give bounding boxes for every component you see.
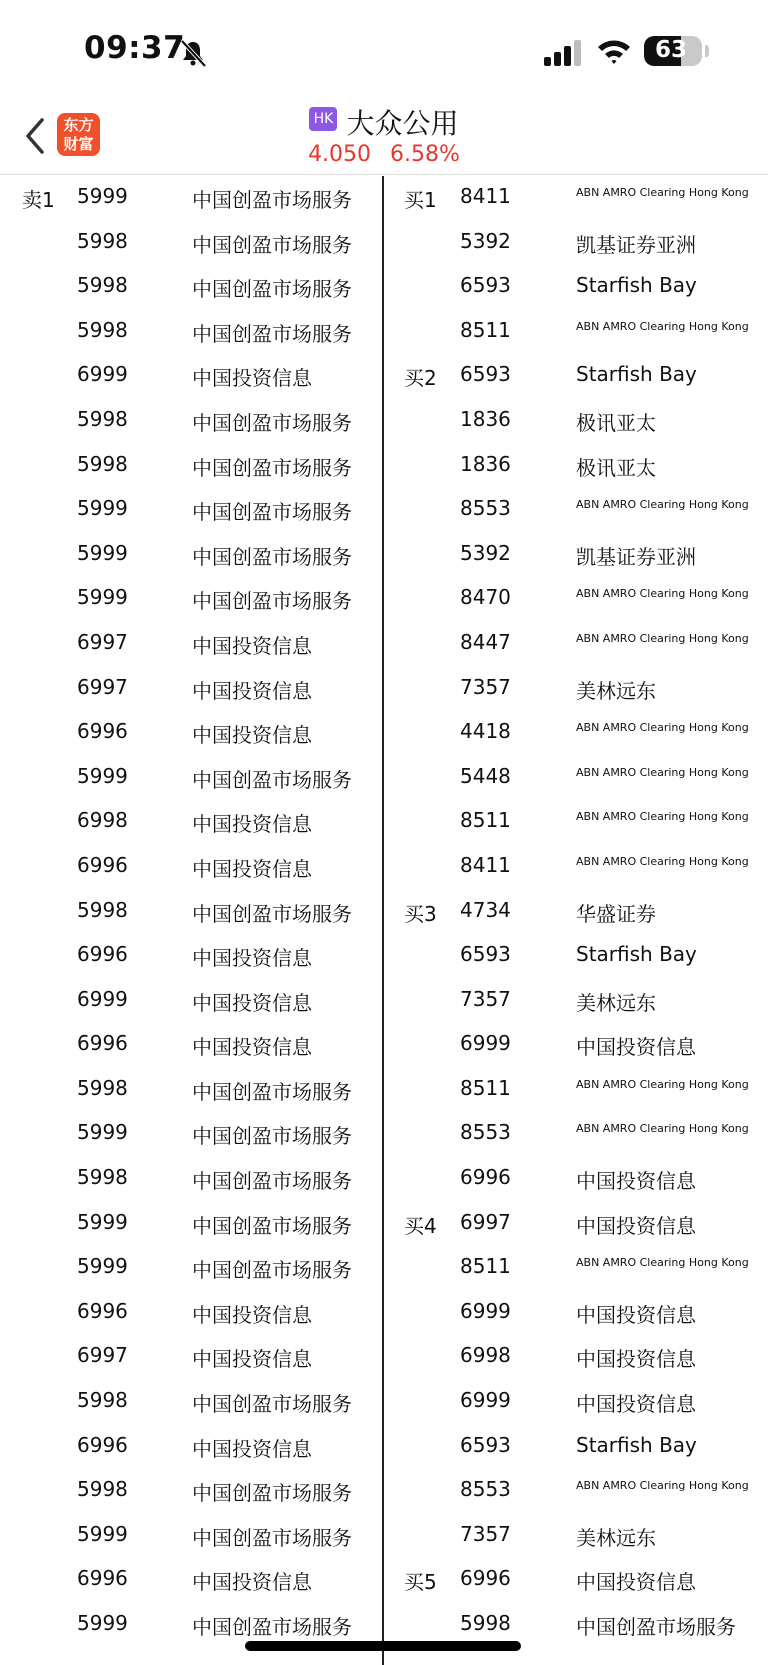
sell-broker-name: 中国创盈市场服务 [192,277,352,302]
buy-level-label: 买3 [404,901,437,926]
sell-broker-name: 中国创盈市场服务 [192,1525,352,1550]
buy-broker-name: ABN AMRO Clearing Hong Kong [576,1122,749,1136]
sell-broker-code: 5998 [77,1388,128,1413]
buy-level-label: 买1 [404,188,437,212]
sell-broker-name: 中国创盈市场服务 [192,232,352,257]
buy-broker-code: 5392 [460,540,511,565]
buy-broker-name: ABN AMRO Clearing Hong Kong [576,854,749,868]
sell-broker-name: 中国投资信息 [192,633,312,658]
table-row[interactable] [0,221,768,266]
sell-broker-code: 6997 [77,629,128,654]
table-row[interactable] [0,979,768,1024]
table-row[interactable] [0,890,768,935]
sell-broker-name: 中国创盈市场服务 [192,188,352,212]
sell-broker-code: 5998 [77,1165,128,1190]
buy-broker-code: 6999 [460,1031,511,1056]
buy-broker-code: 7357 [460,986,511,1011]
buy-broker-code: 1836 [460,406,511,431]
table-row[interactable] [0,577,768,622]
table-row[interactable] [0,354,768,399]
table-row[interactable] [0,800,768,845]
buy-broker-code: 8470 [460,585,511,610]
buy-level-label: 买5 [404,1570,437,1595]
sell-broker-code: 5999 [77,496,128,521]
buy-broker-name: Starfish Bay [576,273,697,298]
sell-broker-name: 中国创盈市场服务 [192,589,352,614]
buy-broker-code: 5392 [460,228,511,253]
sell-broker-name: 中国投资信息 [192,678,312,703]
logo-line-2: 财富 [63,135,94,153]
price-change: 6.58% [390,142,460,167]
sell-broker-code: 5998 [77,406,128,431]
sell-broker-code: 5998 [77,1477,128,1502]
sell-broker-name: 中国创盈市场服务 [192,1481,352,1506]
table-row[interactable] [0,488,768,533]
buy-broker-code: 6593 [460,942,511,967]
buy-broker-code: 8553 [460,496,511,521]
sell-broker-code: 6996 [77,942,128,967]
buy-broker-code: 6996 [460,1165,511,1190]
table-row[interactable] [0,845,768,890]
sell-broker-name: 中国创盈市场服务 [192,321,352,346]
bell-muted-icon [178,38,208,68]
sell-broker-code: 5999 [77,1120,128,1145]
table-row[interactable] [0,1380,768,1425]
sell-level-label: 卖1 [22,188,55,212]
table-row[interactable] [0,265,768,310]
buy-broker-name: ABN AMRO Clearing Hong Kong [576,186,749,199]
buy-broker-name: 美林远东 [576,990,656,1015]
buy-broker-code: 8447 [460,629,511,654]
sell-broker-name: 中国创盈市场服务 [192,1258,352,1283]
buy-broker-code: 6999 [460,1298,511,1323]
nav-header [0,100,768,175]
cellular-signal-icon [544,40,584,66]
buy-broker-code: 8511 [460,1254,511,1279]
buy-broker-code: 6998 [460,1343,511,1368]
sell-broker-code: 5999 [77,1209,128,1234]
buy-broker-name: 中国投资信息 [576,1213,696,1238]
sell-broker-name: 中国投资信息 [192,1035,312,1060]
buy-broker-name: Starfish Bay [576,942,697,967]
sell-broker-code: 6996 [77,852,128,877]
title-row [0,102,768,142]
buy-broker-code: 7357 [460,674,511,699]
buy-broker-name: 中国投资信息 [576,1035,696,1060]
sell-broker-code: 6999 [77,986,128,1011]
buy-broker-code: 8411 [460,184,511,208]
price-row [0,142,768,167]
buy-broker-name: ABN AMRO Clearing Hong Kong [576,498,749,512]
buy-broker-name: ABN AMRO Clearing Hong Kong [576,1256,749,1270]
table-row[interactable] [0,622,768,667]
table-row[interactable] [0,756,768,801]
sell-broker-name: 中国创盈市场服务 [192,455,352,480]
battery-level: 63 [654,37,687,63]
buy-broker-name: ABN AMRO Clearing Hong Kong [576,587,749,601]
buy-broker-name: ABN AMRO Clearing Hong Kong [576,1077,749,1091]
buy-broker-code: 4418 [460,719,511,744]
wifi-icon [596,36,632,66]
sell-broker-name: 中国创盈市场服务 [192,544,352,569]
buy-broker-code: 8511 [460,317,511,342]
sell-broker-code: 6996 [77,1566,128,1591]
sell-broker-code: 5998 [77,451,128,476]
status-bar [0,0,768,100]
sell-broker-name: 中国创盈市场服务 [192,500,352,525]
sell-broker-code: 6999 [77,362,128,387]
buy-broker-name: ABN AMRO Clearing Hong Kong [576,631,749,645]
table-row[interactable] [0,176,768,221]
table-row[interactable] [0,1558,768,1603]
status-time: 09:37 [84,30,186,66]
table-row[interactable] [0,1469,768,1514]
table-row[interactable] [0,711,768,756]
sell-broker-name: 中国投资信息 [192,856,312,881]
buy-broker-name: Starfish Bay [576,362,697,387]
sell-broker-name: 中国投资信息 [192,812,312,837]
buy-broker-code: 6593 [460,273,511,298]
sell-broker-name: 中国投资信息 [192,990,312,1015]
sell-broker-code: 6996 [77,1432,128,1457]
sell-broker-name: 中国创盈市场服务 [192,1615,352,1639]
buy-broker-name: 凯基证券亚洲 [576,544,696,569]
buy-broker-code: 6593 [460,362,511,387]
sell-broker-code: 5999 [77,184,128,208]
buy-broker-code: 8411 [460,852,511,877]
buy-broker-code: 6996 [460,1566,511,1591]
sell-broker-name: 中国创盈市场服务 [192,767,352,792]
buy-broker-name: 美林远东 [576,1525,656,1550]
buy-broker-name: ABN AMRO Clearing Hong Kong [576,721,749,735]
buy-broker-code: 4734 [460,897,511,922]
table-row[interactable] [0,1202,768,1247]
sell-broker-name: 中国投资信息 [192,723,312,748]
home-indicator[interactable] [245,1641,521,1651]
sell-broker-name: 中国创盈市场服务 [192,901,352,926]
table-row[interactable] [0,1112,768,1157]
sell-broker-code: 5998 [77,228,128,253]
sell-broker-code: 6996 [77,1031,128,1056]
sell-broker-code: 6996 [77,1298,128,1323]
sell-broker-code: 6997 [77,674,128,699]
sell-broker-name: 中国创盈市场服务 [192,410,352,435]
buy-broker-name: 美林远东 [576,678,656,703]
buy-broker-name: 中国创盈市场服务 [576,1615,736,1639]
sell-broker-code: 5999 [77,1521,128,1546]
buy-broker-code: 6999 [460,1388,511,1413]
sell-broker-code: 6998 [77,808,128,833]
buy-broker-code: 5448 [460,763,511,788]
buy-broker-name: 极讯亚太 [576,410,656,435]
sell-broker-name: 中国投资信息 [192,1436,312,1461]
buy-level-label: 买4 [404,1213,437,1238]
table-row[interactable] [0,399,768,444]
sell-broker-name: 中国创盈市场服务 [192,1079,352,1104]
buy-broker-name: 华盛证券 [576,901,656,926]
buy-level-label: 买2 [404,366,437,391]
buy-broker-code: 8511 [460,808,511,833]
buy-broker-code: 8511 [460,1075,511,1100]
sell-broker-code: 5999 [77,585,128,610]
broker-queue-list [0,176,768,1648]
sell-broker-name: 中国投资信息 [192,366,312,391]
table-row[interactable] [0,1068,768,1113]
buy-broker-name: ABN AMRO Clearing Hong Kong [576,810,749,824]
sell-broker-name: 中国创盈市场服务 [192,1213,352,1238]
sell-broker-code: 5999 [77,763,128,788]
table-row[interactable] [0,1425,768,1470]
sell-broker-code: 5999 [77,1254,128,1279]
sell-broker-code: 6997 [77,1343,128,1368]
sell-broker-code: 5998 [77,897,128,922]
buy-broker-name: 中国投资信息 [576,1169,696,1194]
logo-line-1: 东方 [63,116,94,134]
table-row[interactable] [0,1023,768,1068]
sell-broker-code: 5998 [77,317,128,342]
sell-broker-name: 中国创盈市场服务 [192,1392,352,1417]
market-badge: HK [309,107,337,131]
stock-price: 4.050 [308,142,372,167]
table-row[interactable] [0,1514,768,1559]
table-row[interactable] [0,1246,768,1291]
buy-broker-code: 6593 [460,1432,511,1457]
page-title: 大众公用 [346,107,459,140]
sell-broker-code: 5999 [77,1611,128,1635]
table-row[interactable] [0,533,768,578]
sell-broker-name: 中国投资信息 [192,1347,312,1372]
buy-broker-name: 中国投资信息 [576,1570,696,1595]
buy-broker-name: ABN AMRO Clearing Hong Kong [576,765,749,779]
buy-broker-code: 1836 [460,451,511,476]
buy-broker-code: 8553 [460,1477,511,1502]
buy-broker-name: Starfish Bay [576,1432,697,1457]
table-row[interactable] [0,444,768,489]
buy-broker-code: 8553 [460,1120,511,1145]
buy-broker-code: 5998 [460,1611,511,1635]
sell-broker-code: 5998 [77,1075,128,1100]
buy-broker-name: 中国投资信息 [576,1347,696,1372]
table-row[interactable] [0,1157,768,1202]
sell-broker-name: 中国投资信息 [192,946,312,971]
sell-broker-code: 5998 [77,273,128,298]
sell-broker-name: 中国创盈市场服务 [192,1124,352,1149]
battery-icon [644,36,702,66]
buy-broker-code: 6997 [460,1209,511,1234]
buy-broker-name: ABN AMRO Clearing Hong Kong [576,319,749,333]
sell-broker-name: 中国创盈市场服务 [192,1169,352,1194]
table-row[interactable] [0,934,768,979]
table-row[interactable] [0,667,768,712]
battery-nub [705,45,709,57]
sell-broker-code: 6996 [77,719,128,744]
table-row[interactable] [0,1335,768,1380]
table-row[interactable] [0,1291,768,1336]
sell-broker-code: 5999 [77,540,128,565]
buy-broker-code: 7357 [460,1521,511,1546]
table-row[interactable] [0,310,768,355]
buy-broker-name: 中国投资信息 [576,1392,696,1417]
buy-broker-name: 极讯亚太 [576,455,656,480]
buy-broker-name: 凯基证券亚洲 [576,232,696,257]
sell-broker-name: 中国投资信息 [192,1570,312,1595]
buy-broker-name: ABN AMRO Clearing Hong Kong [576,1479,749,1493]
buy-broker-name: 中国投资信息 [576,1302,696,1327]
sell-broker-name: 中国投资信息 [192,1302,312,1327]
